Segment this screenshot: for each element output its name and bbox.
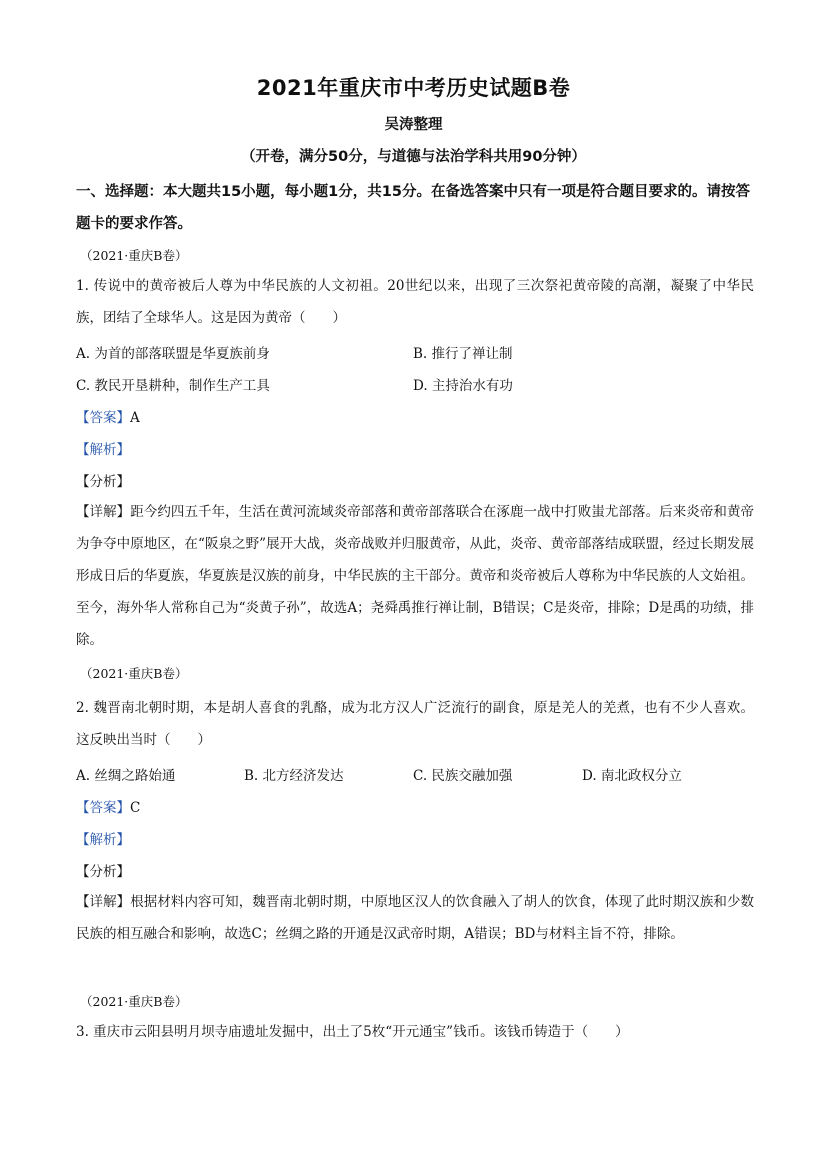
exam-note: （开卷，满分50分，与道德与法治学科共用90分钟） (241, 149, 586, 165)
answer-line (76, 796, 756, 816)
option-a: A. 丝绸之路始通 (76, 768, 176, 784)
question-source: （2021·重庆B卷） (80, 994, 188, 1009)
answer-line (76, 406, 756, 426)
option-c: C. 教民开垦耕种，制作生产工具 (76, 378, 270, 394)
option-a: A. 为首的部落联盟是华夏族前身 (76, 346, 270, 362)
question-stem: 2. 魏晋南北朝时期，本是胡人喜食的乳酪，成为北方汉人广泛流行的副食，原是羌人的羌煮，也有不少人喜欢。这反映出当时（ ） (76, 700, 754, 748)
detail-text: 距今约四五千年，生活在黄河流域炎帝部落和黄帝部落联合在涿鹿一战中打败蚩尤部落。后来炎帝和黄帝为争夺中原地区，在“阪泉之野”展开大战，炎帝战败并归服黄帝，从此，炎帝、黄帝部落结成联盟，经过长期发展形成日后的华夏族，华夏族是汉族的前身，中华民族的主干部分。黄帝和炎帝被后人尊称为中华民族的人文始祖。至今，海外华人常称自己为“炎黄子孙”，故选A；尧舜禹推行禅让制，B错误；C是炎帝，排除；D是禹的功绩，排除。 (76, 504, 755, 648)
detail-paragraph (76, 886, 754, 950)
detail-paragraph (76, 496, 754, 656)
option-b: B. 推行了禅让制 (413, 346, 513, 362)
question-stem: 1. 传说中的黄帝被后人尊为中华民族的人文初祖。20世纪以来，出现了三次祭祀黄帝陵的高潮，凝聚了中华民族，团结了全球华人。这是因为黄帝（ ） (76, 278, 754, 326)
answer-label: 【答案】 (76, 800, 130, 816)
answer-label: 【答案】 (76, 410, 130, 426)
question-source: （2021·重庆B卷） (80, 248, 188, 263)
detail-label: 【详解】 (76, 504, 131, 520)
analysis-label: 【解析】 (76, 832, 130, 848)
detail-label: 【详解】 (76, 894, 131, 910)
document-title: 2021年重庆市中考历史试题B卷 (256, 76, 571, 100)
option-b: B. 北方经济发达 (244, 768, 344, 784)
question-source: （2021·重庆B卷） (80, 666, 188, 681)
section-heading: 一、选择题：本大题共15小题，每小题1分，共15分。在备选答案中只有一项是符合题目要求的。请按答题卡的要求作答。 (76, 184, 750, 232)
option-d: D. 南北政权分立 (582, 768, 682, 784)
fenxi-label: 【分析】 (76, 864, 130, 880)
answer-value: C (130, 800, 141, 816)
fenxi-label: 【分析】 (76, 474, 130, 490)
answer-value: A (130, 410, 140, 426)
question-stem: 3. 重庆市云阳县明月坝寺庙遗址发掘中，出土了5枚“开元通宝”钱币。该钱币铸造于（ ） (76, 1024, 629, 1040)
option-d: D. 主持治水有功 (413, 378, 513, 394)
analysis-label: 【解析】 (76, 442, 130, 458)
detail-text: 根据材料内容可知，魏晋南北朝时期，中原地区汉人的饮食融入了胡人的饮食，体现了此时期汉族和少数民族的相互融合和影响，故选C；丝绸之路的开通是汉武帝时期，A错误；BD与材料主旨不符，排除。 (76, 894, 755, 942)
option-c: C. 民族交融加强 (413, 768, 513, 784)
document-author: 吴涛整理 (384, 117, 443, 133)
